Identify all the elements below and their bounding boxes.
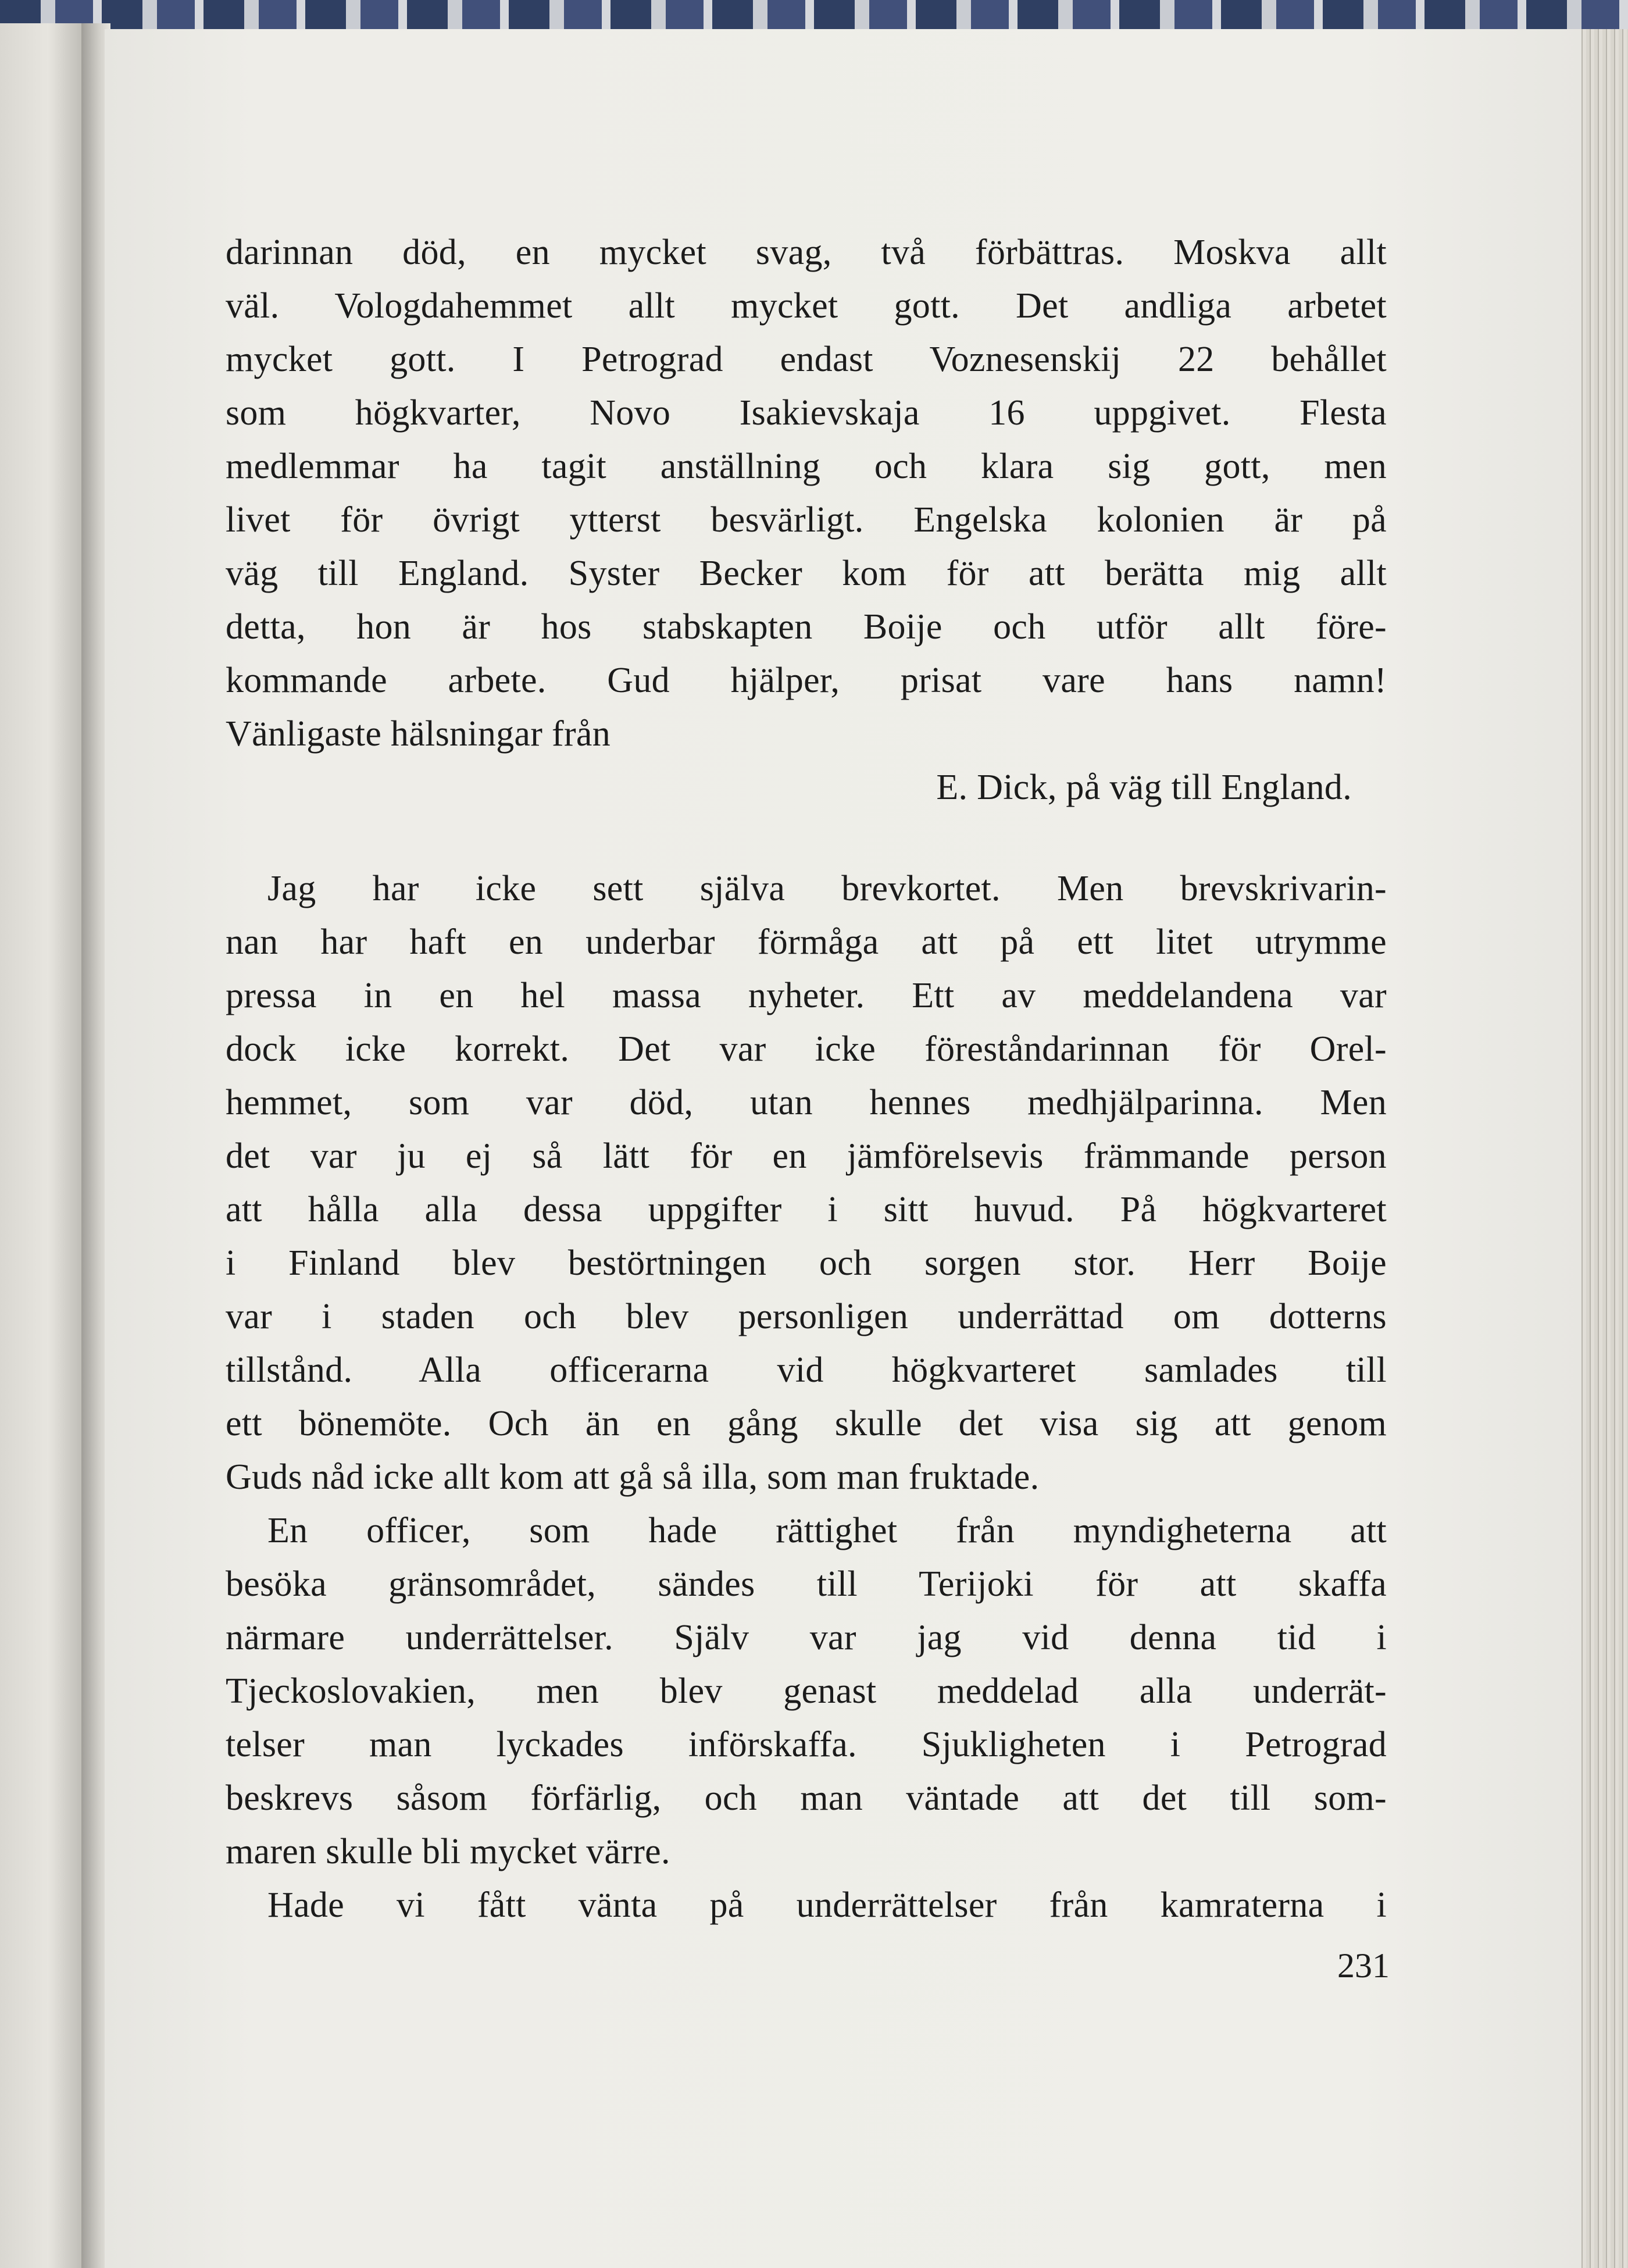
text-line: beskrevs såsom förfärlig, och man väntade att det till som- xyxy=(226,1778,1387,1818)
text-line: detta, hon är hos stabskapten Boije och utför allt före- xyxy=(226,607,1387,647)
paragraph-2 xyxy=(226,1504,1387,1878)
text-line: Guds nåd icke allt kom att gå så illa, som man fruktade. xyxy=(226,1457,1040,1497)
text-line: som högkvarter, Novo Isakievskaja 16 uppgivet. Flesta xyxy=(226,393,1387,433)
text-line: Tjeckoslovakien, men blev genast meddelad alla underrät- xyxy=(226,1671,1387,1711)
text-line: tillstånd. Alla officerarna vid högkvarteret samlades till xyxy=(226,1350,1387,1390)
book-page xyxy=(105,29,1581,2268)
section-gap xyxy=(226,814,1387,862)
text-line: Jag har icke sett själva brevkortet. Men brevskrivarin- xyxy=(267,869,1387,908)
page-text xyxy=(226,226,1387,1932)
text-line: Vänligaste hälsningar från xyxy=(226,714,611,754)
text-line: mycket gott. I Petrograd endast Voznesenskij 22 behållet xyxy=(226,340,1387,379)
text-line: kommande arbete. Gud hjälper, prisat vare hans namn! xyxy=(226,661,1387,700)
text-line: dock icke korrekt. Det var icke föreståndarinnan för Orel- xyxy=(226,1029,1387,1069)
text-line: det var ju ej så lätt för en jämförelsevis främmande person xyxy=(226,1136,1387,1176)
letter-signature: E. Dick, på väg till England. xyxy=(936,768,1352,807)
text-line: närmare underrättelser. Själv var jag vid denna tid i xyxy=(226,1618,1387,1657)
text-line: livet för övrigt ytterst besvärligt. Engelska kolonien är på xyxy=(226,500,1387,540)
text-line: En officer, som hade rättighet från myndigheterna att xyxy=(267,1511,1387,1550)
text-line: väg till England. Syster Becker kom för att berätta mig allt xyxy=(226,554,1387,593)
text-line: hemmet, som var död, utan hennes medhjälparinna. Men xyxy=(226,1083,1387,1122)
text-line: medlemmar ha tagit anställning och klara sig gott, men xyxy=(226,447,1387,486)
text-line: var i staden och blev personligen underrättad om dotterns xyxy=(226,1297,1387,1336)
text-line: pressa in en hel massa nyheter. Ett av meddelandena var xyxy=(226,976,1387,1015)
text-line: ett bönemöte. Och än en gång skulle det visa sig att genom xyxy=(226,1404,1387,1443)
letter-excerpt xyxy=(226,226,1387,814)
text-line: nan har haft en underbar förmåga att på ett litet utrymme xyxy=(226,922,1387,962)
paragraph-3 xyxy=(226,1878,1387,1932)
text-line: besöka gränsområdet, sändes till Terijoki för att skaffa xyxy=(226,1564,1387,1604)
facing-page-edge xyxy=(0,23,87,2268)
page-number: 231 xyxy=(1337,1946,1390,1985)
paragraph-1 xyxy=(226,862,1387,1504)
text-line: darinnan död, en mycket svag, två förbättras. Moskva allt xyxy=(226,233,1387,272)
text-line: Hade vi fått vänta på underrättelser från kamraterna i xyxy=(267,1885,1387,1925)
text-line: maren skulle bli mycket värre. xyxy=(226,1832,670,1871)
text-line: telser man lyckades införskaffa. Sjukligheten i Petrograd xyxy=(226,1725,1387,1764)
text-line: väl. Vologdahemmet allt mycket gott. Det andliga arbetet xyxy=(226,286,1387,326)
text-line: att hålla alla dessa uppgifter i sitt huvud. På högkvarteret xyxy=(226,1190,1387,1229)
text-line: i Finland blev bestörtningen och sorgen stor. Herr Boije xyxy=(226,1243,1387,1283)
